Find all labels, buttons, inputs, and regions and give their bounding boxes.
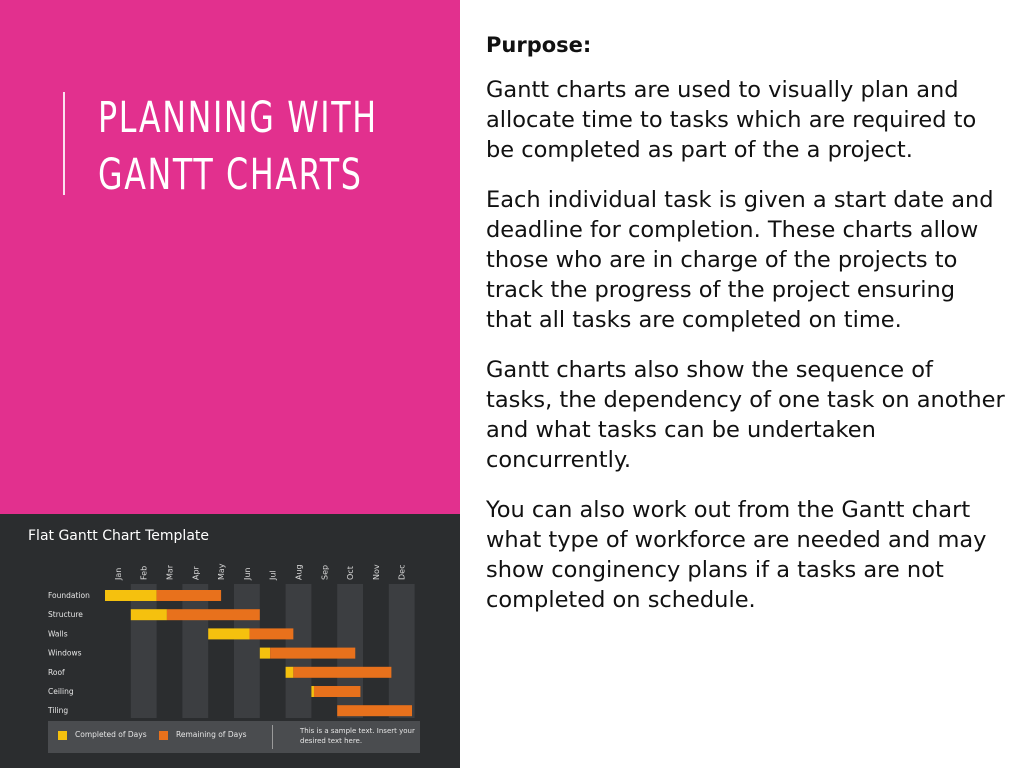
month-band-dec bbox=[389, 584, 415, 718]
bar-remaining-tiling bbox=[337, 705, 412, 716]
legend-completed bbox=[58, 730, 147, 740]
title-accent-line bbox=[63, 92, 65, 195]
bar-completed-walls bbox=[208, 628, 249, 639]
chart-title: Flat Gantt Chart Template bbox=[28, 528, 209, 544]
bar-remaining-structure bbox=[167, 609, 260, 620]
paragraph-sequence: Gantt charts also show the sequence of tasks, the dependency of one task on another and what tasks can be undertaken concurrently. bbox=[486, 357, 1005, 473]
body-text bbox=[486, 30, 1006, 635]
task-label-foundation: Foundation bbox=[48, 591, 90, 600]
bar-completed-ceiling bbox=[311, 686, 314, 697]
task-label-walls: Walls bbox=[48, 629, 68, 639]
month-label-may: May bbox=[217, 563, 227, 580]
month-band-apr bbox=[182, 584, 208, 718]
purpose-heading: Purpose: bbox=[486, 33, 592, 57]
month-label-jan: Jan bbox=[113, 567, 123, 580]
chart-legend bbox=[48, 721, 420, 753]
paragraph-workforce: You can also work out from the Gantt chart what type of workforce are needed and may show conginency plans if a tasks are not completed on schedule. bbox=[486, 497, 987, 613]
legend-note: This is a sample text. Insert your desired text here. bbox=[300, 727, 415, 745]
bar-remaining-ceiling bbox=[314, 686, 360, 697]
slide-title-line-1: PLANNING WITH bbox=[98, 93, 378, 143]
month-band-feb bbox=[131, 584, 157, 718]
bar-completed-windows bbox=[260, 648, 270, 659]
task-label-ceiling: Ceiling bbox=[48, 687, 74, 696]
slide-title-line-2: GANTT CHARTS bbox=[98, 150, 363, 200]
paragraph-deadlines: Each individual task is given a start date and deadline for completion. These charts allow those who are in charge of the projects to track the progress of the project ensuring that all tasks are completed on time. bbox=[486, 187, 994, 333]
month-label-mar: Mar bbox=[165, 564, 175, 580]
bar-remaining-walls bbox=[249, 628, 293, 639]
legend-completed-label: Completed of Days bbox=[75, 730, 147, 739]
legend-remaining bbox=[159, 730, 247, 740]
slide-title bbox=[98, 90, 378, 204]
month-label-nov: Nov bbox=[371, 564, 381, 580]
bar-remaining-roof bbox=[293, 667, 391, 678]
bar-completed-foundation bbox=[105, 590, 157, 601]
legend-remaining-label: Remaining of Days bbox=[176, 730, 247, 739]
month-label-dec: Dec bbox=[397, 564, 407, 580]
task-label-roof: Roof bbox=[48, 667, 65, 677]
month-label-sep: Sep bbox=[320, 564, 330, 580]
bar-remaining-windows bbox=[270, 648, 355, 659]
bar-completed-roof bbox=[286, 667, 294, 678]
task-label-tiling: Tiling bbox=[48, 706, 69, 716]
paragraph-purpose: Gantt charts are used to visually plan and allocate time to tasks which are required to be completed as part of the a project. bbox=[486, 77, 977, 163]
month-label-feb: Feb bbox=[139, 565, 149, 580]
task-label-windows: Windows bbox=[48, 648, 82, 658]
month-label-jun: Jun bbox=[242, 567, 252, 580]
legend-remaining-swatch bbox=[159, 731, 168, 740]
legend-completed-swatch bbox=[58, 731, 67, 740]
gantt-chart-image bbox=[0, 514, 460, 768]
month-label-jul: Jul bbox=[268, 570, 278, 580]
month-label-aug: Aug bbox=[294, 564, 304, 580]
month-band-jun bbox=[234, 584, 260, 718]
title-panel bbox=[0, 0, 460, 514]
bar-completed-structure bbox=[131, 609, 167, 620]
month-label-apr: Apr bbox=[191, 566, 201, 580]
task-label-structure: Structure bbox=[48, 610, 83, 620]
month-label-oct: Oct bbox=[346, 566, 356, 580]
legend-divider bbox=[272, 725, 273, 749]
bar-remaining-foundation bbox=[157, 590, 222, 601]
